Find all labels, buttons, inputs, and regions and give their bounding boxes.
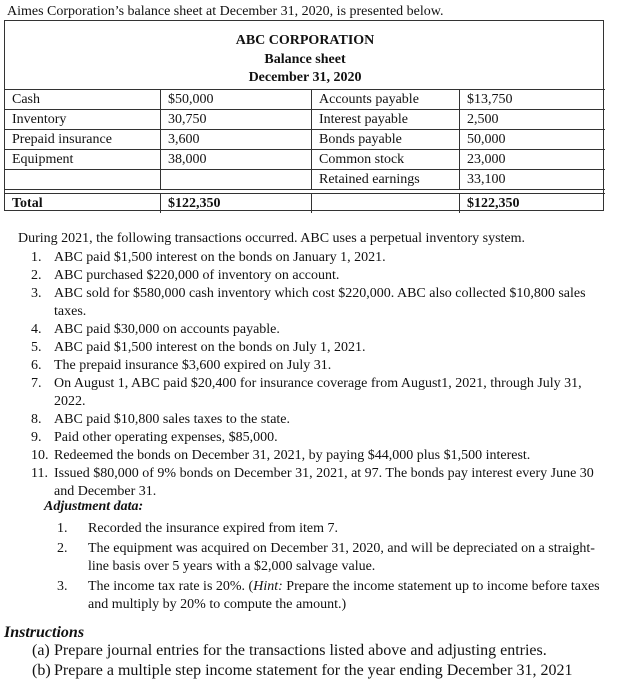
asset-label: Cash (5, 89, 161, 109)
asset-label: Equipment (5, 149, 161, 169)
item-number: (b) (32, 662, 51, 679)
liability-amount: $13,750 (460, 89, 605, 109)
table-row-total (5, 193, 605, 213)
list-item (57, 540, 602, 576)
item-number: 3. (57, 579, 68, 594)
item-number: 2. (31, 268, 42, 283)
list-item (32, 641, 614, 661)
list-item (31, 321, 604, 339)
item-text: ABC paid $1,500 interest on the bonds on July 1, 2021. (54, 340, 366, 355)
list-item (31, 375, 604, 411)
item-text: Paid other operating expenses, $85,000. (54, 430, 278, 445)
liability-label: Bonds payable (312, 129, 460, 149)
statement-title: Balance sheet (264, 52, 346, 67)
item-text: Recorded the insurance expired from item 7. (88, 521, 338, 536)
total-liabilities-equity: $122,350 (460, 193, 605, 213)
item-text: The equipment was acquired on December 31, 2020, and will be depreciated on a straight-line basis over 5 years with a $2,000 salvage value. (88, 541, 595, 574)
list-item (31, 267, 604, 285)
item-text: ABC paid $30,000 on accounts payable. (54, 322, 280, 337)
instructions-list (32, 641, 614, 681)
item-text: Issued $80,000 of 9% bonds on December 31, 2021, at 97. The bonds pay interest every June 30 and December 31. (54, 466, 594, 499)
asset-amount (161, 169, 312, 189)
item-text (88, 579, 600, 612)
statement-date: December 31, 2020 (248, 70, 362, 85)
item-text: Prepare a multiple step income statement for the year ending December 31, 2021 (54, 662, 573, 679)
list-item (31, 429, 604, 447)
liability-amount: 50,000 (460, 129, 605, 149)
list-item (32, 661, 614, 681)
item-number: 1. (57, 521, 68, 536)
adjustment-heading: Adjustment data: (44, 499, 144, 514)
asset-label (5, 169, 161, 189)
table-divider (5, 189, 605, 190)
table-row (5, 129, 605, 149)
total-assets: $122,350 (161, 193, 312, 213)
item-text: ABC sold for $580,000 cash inventory which cost $220,000. ABC also collected $10,800 sales taxes. (54, 286, 586, 319)
asset-amount: 30,750 (161, 109, 312, 129)
asset-label: Prepaid insurance (5, 129, 161, 149)
instructions-heading: Instructions (4, 624, 85, 641)
item-number: 3. (31, 286, 42, 301)
asset-amount: $50,000 (161, 89, 312, 109)
liability-amount: 2,500 (460, 109, 605, 129)
transactions-list (31, 249, 604, 501)
item-number: 1. (31, 250, 42, 265)
item-number: 2. (57, 541, 68, 556)
liability-label: Accounts payable (312, 89, 460, 109)
item-number: 8. (31, 412, 42, 427)
list-item (31, 465, 604, 501)
item-text: Prepare journal entries for the transactions listed above and adjusting entries. (54, 642, 547, 659)
list-item (57, 520, 602, 538)
table-row (5, 149, 605, 169)
item-text: The prepaid insurance $3,600 expired on July 31. (54, 358, 332, 373)
tax-text-rest: Prepare the income statement up to income before taxes and multiply by 20% to compute the amount.) (88, 579, 600, 612)
balance-rows (5, 89, 605, 213)
asset-amount: 38,000 (161, 149, 312, 169)
transactions-intro: During 2021, the following transactions occurred. ABC uses a perpetual inventory system. (18, 231, 526, 246)
item-number: 5. (31, 340, 42, 355)
total-label: Total (5, 193, 161, 213)
liability-label: Retained earnings (312, 169, 460, 189)
table-row (5, 89, 605, 109)
intro-text: Aimes Corporation’s balance sheet at December 31, 2020, is presented below. (7, 4, 444, 19)
item-number: 11. (31, 466, 48, 481)
item-text: Redeemed the bonds on December 31, 2021, by paying $44,000 plus $1,500 interest. (54, 448, 531, 463)
item-number: 6. (31, 358, 42, 373)
item-text: ABC paid $10,800 sales taxes to the state. (54, 412, 291, 427)
hint-label: Hint: (253, 579, 283, 594)
liability-amount: 33,100 (460, 169, 605, 189)
item-number: 4. (31, 322, 42, 337)
total-empty-cell (312, 193, 460, 213)
balance-sheet-table (4, 20, 604, 211)
adjustments-list (57, 520, 602, 616)
company-name: ABC CORPORATION (235, 33, 375, 48)
list-item (31, 285, 604, 321)
liability-label: Common stock (312, 149, 460, 169)
liability-amount: 23,000 (460, 149, 605, 169)
list-item (31, 249, 604, 267)
item-text: ABC purchased $220,000 of inventory on account. (54, 268, 340, 283)
list-item (31, 411, 604, 429)
item-text: ABC paid $1,500 interest on the bonds on January 1, 2021. (54, 250, 386, 265)
item-text: On August 1, ABC paid $20,400 for insurance coverage from August1, 2021, through July 31, 2022. (54, 376, 582, 409)
list-item (31, 447, 604, 465)
list-item (57, 578, 602, 614)
table-row (5, 169, 605, 189)
item-number: 7. (31, 376, 42, 391)
item-number: (a) (32, 642, 50, 659)
list-item (31, 357, 604, 375)
item-number: 9. (31, 430, 42, 445)
asset-amount: 3,600 (161, 129, 312, 149)
table-row (5, 109, 605, 129)
asset-label: Inventory (5, 109, 161, 129)
liability-label: Interest payable (312, 109, 460, 129)
tax-text: The income tax rate is 20%. ( (88, 579, 254, 594)
list-item (31, 339, 604, 357)
item-number: 10. (31, 448, 49, 463)
